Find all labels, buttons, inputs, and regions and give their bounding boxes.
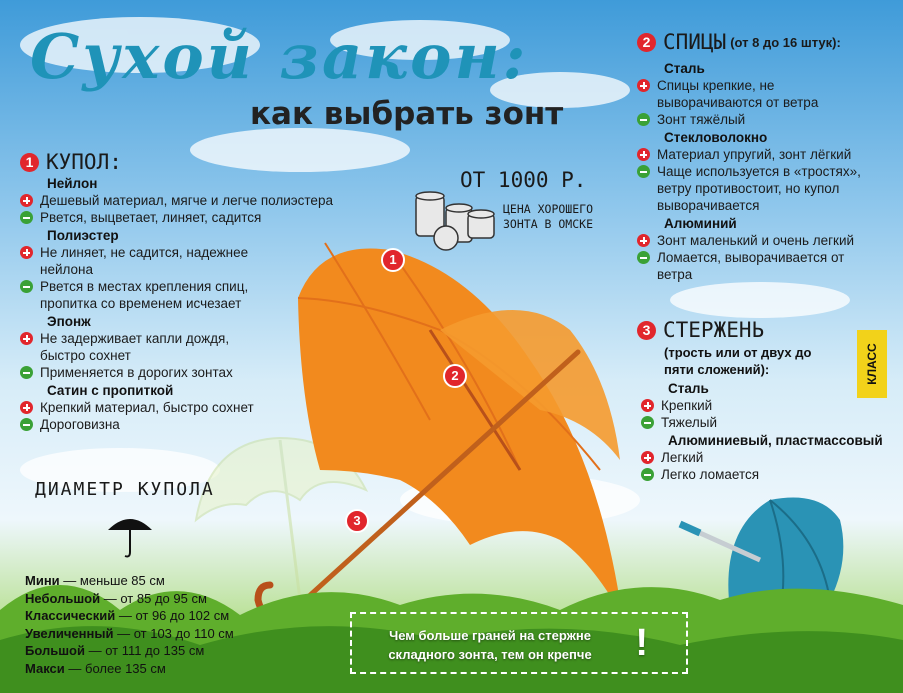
material-name: Сталь: [668, 381, 709, 396]
plus-icon: [20, 246, 33, 259]
size-row: [25, 607, 234, 625]
pro-text: Зонт маленький и очень легкий: [657, 233, 855, 248]
size-desc: — от 111 до 135 см: [88, 643, 205, 658]
section-number-badge: 1: [20, 153, 39, 172]
pro-text: Крепкий: [661, 398, 713, 413]
plus-icon: [20, 332, 33, 345]
spokes-header-label: СПИЦЫ: [663, 30, 727, 54]
size-desc: — меньше 85 см: [63, 573, 165, 588]
con-text: Рвется, выцветает, линяет, садится: [40, 210, 262, 225]
con-item: [20, 209, 350, 226]
material-name: Полиэстер: [47, 228, 119, 243]
plus-icon: [641, 451, 654, 464]
section-number-badge: 3: [637, 321, 656, 340]
pro-item: [637, 232, 899, 249]
pro-item: [641, 449, 899, 466]
coins-stack: [416, 192, 494, 250]
material-name: Нейлон: [47, 176, 98, 191]
price-subtitle: ЦЕНА ХОРОШЕГО ЗОНТА В ОМСКЕ: [503, 202, 594, 231]
note-text: Чем больше граней на стержне складного зонта, тем он крепче: [388, 628, 592, 662]
con-item: [637, 249, 899, 283]
umbrella-mark-2: 2: [443, 364, 467, 388]
shaft-subtitle: (трость или от двух до пяти сложений):: [664, 345, 812, 377]
con-item: [637, 111, 899, 128]
spokes-header: [637, 30, 899, 54]
size-name: Мини: [25, 573, 60, 588]
page-subtitle: как выбрать зонт: [250, 96, 564, 132]
canopy-header: [20, 150, 350, 174]
minus-icon: [637, 113, 650, 126]
note-box: [350, 612, 688, 674]
con-text: Легко ломается: [661, 467, 760, 482]
con-item: [637, 163, 899, 214]
con-text: Применяется в дорогих зонтах: [40, 365, 233, 380]
plus-icon: [637, 79, 650, 92]
pro-item: [641, 397, 899, 414]
minus-icon: [20, 418, 33, 431]
plus-icon: [641, 399, 654, 412]
canopy-header-label: КУПОЛ:: [46, 150, 122, 174]
material-name: Алюминий: [664, 216, 737, 231]
material-name: Стекловолокно: [664, 130, 768, 145]
brand-badge: [857, 330, 887, 398]
con-item: [20, 278, 350, 312]
umbrella-mark-1: 1: [381, 248, 405, 272]
umbrella-mark-3: 3: [345, 509, 369, 533]
con-item: [641, 414, 899, 431]
size-name: Большой: [25, 643, 85, 658]
size-desc: — от 85 до 95 см: [103, 590, 207, 606]
shaft-header-label: СТЕРЖЕНЬ: [663, 318, 765, 342]
pro-item: [20, 244, 350, 278]
plus-icon: [20, 194, 33, 207]
con-text: Чаще используется в «тростях», ветру противостоит, но купол выворачивается: [657, 164, 861, 213]
canopy-materials: [20, 175, 350, 433]
size-row: [25, 625, 234, 643]
price-title: ОТ 1000 Р.: [460, 168, 587, 192]
size-row: [25, 590, 234, 608]
con-text: Дороговизна: [40, 417, 120, 432]
pro-item: [20, 399, 350, 416]
pro-text: Крепкий материал, быстро сохнет: [40, 400, 254, 415]
minus-icon: [20, 280, 33, 293]
size-desc: — от 96 до 102 см: [118, 608, 230, 623]
exclamation-icon: !: [635, 622, 648, 664]
minus-icon: [20, 211, 33, 224]
minus-icon: [641, 416, 654, 429]
minus-icon: [637, 165, 650, 178]
plus-icon: [637, 148, 650, 161]
umbrella-icon: [108, 519, 152, 557]
brand-badge-text: КЛАСС: [865, 343, 879, 385]
size-name: Классический: [25, 608, 116, 623]
con-text: Тяжелый: [661, 415, 718, 430]
pro-text: Материал упругий, зонт лёгкий: [657, 147, 852, 162]
pro-item: [20, 192, 350, 209]
section-number-badge: 2: [637, 33, 656, 52]
pro-item: [20, 330, 350, 364]
size-name: Увеличенный: [25, 625, 114, 641]
size-name: Небольшой: [25, 590, 101, 606]
size-name: Макси: [25, 660, 65, 676]
plus-icon: [20, 401, 33, 414]
pro-text: Спицы крепкие, не выворачиваются от ветра: [657, 78, 819, 110]
plus-icon: [637, 234, 650, 247]
pro-item: [637, 146, 899, 163]
pro-text: Не задерживает капли дождя, быстро сохнет: [40, 331, 230, 363]
pro-text: Легкий: [661, 450, 704, 465]
con-item: [641, 466, 899, 483]
pro-text: Не линяет, не садится, надежнее нейлона: [40, 245, 249, 277]
material-name: Эпонж: [47, 314, 91, 329]
con-item: [20, 364, 350, 381]
con-text: Зонт тяжёлый: [657, 112, 746, 127]
minus-icon: [20, 366, 33, 379]
size-desc: — от 103 до 110 см: [117, 625, 234, 641]
size-desc: — более 135 см: [68, 660, 166, 676]
material-name: Сатин с пропиткой: [47, 383, 174, 398]
spokes-section: [637, 30, 899, 283]
diameter-sizes: [25, 572, 234, 677]
spokes-count-note: (от 8 до 16 штук):: [730, 34, 841, 50]
spokes-materials: [657, 60, 899, 283]
size-row: [25, 572, 234, 590]
page-title: Сухой закон:: [30, 20, 529, 93]
size-row: [25, 642, 234, 660]
diameter-title: ДИАМЕТР КУПОЛА: [35, 479, 215, 500]
con-text: Ломается, выворачивается от ветра: [657, 250, 845, 282]
con-item: [20, 416, 350, 433]
canopy-section: [20, 150, 350, 433]
minus-icon: [637, 251, 650, 264]
minus-icon: [641, 468, 654, 481]
material-name: Алюминиевый, пластмассовый: [668, 433, 883, 448]
material-name: Сталь: [664, 61, 705, 76]
pro-text: Дешевый материал, мягче и легче полиэстера: [40, 193, 333, 208]
con-text: Рвется в местах крепления спиц, пропитка со временем исчезает: [40, 279, 249, 311]
pro-item: [637, 77, 899, 111]
size-row: [25, 660, 234, 678]
